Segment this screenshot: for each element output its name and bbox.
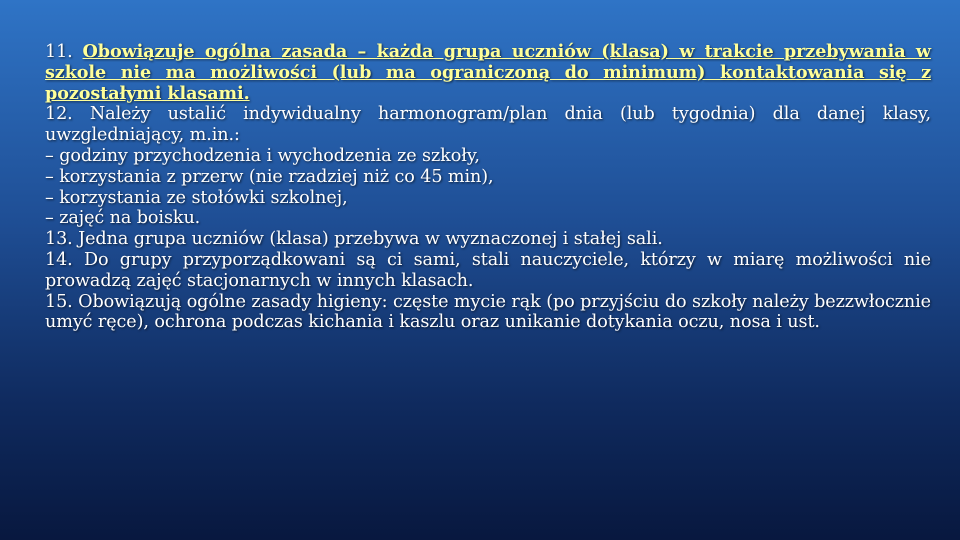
- slide-content: [45, 42, 931, 333]
- item-11-highlighted-text: Obowiązuje ogólna zasada – każda grupa uczniów (klasa) w trakcie przebywania w szkole nie ma możliwości (lub ma ograniczoną do minimum) kontaktowania się z pozostałymi klasami.: [45, 41, 931, 104]
- item-11-number: 11.: [45, 42, 83, 62]
- item-12: 12. Należy ustalić indywidualny harmonogram/plan dnia (lub tygodnia) dla danej klasy, uwzgledniający, m.in.:: [45, 104, 931, 146]
- bullet-item: – godziny przychodzenia i wychodzenia ze szkoły,: [45, 145, 480, 166]
- bullet-item: – korzystania ze stołówki szkolnej,: [45, 187, 348, 208]
- bullet-item: – zajęć na boisku.: [45, 208, 201, 229]
- item-13: 13. Jedna grupa uczniów (klasa) przebywa w wyznaczonej i stałej sali.: [45, 229, 663, 250]
- bullet-item: – korzystania z przerw (nie rzadziej niż co 45 min),: [45, 166, 494, 187]
- item-11: [45, 42, 931, 104]
- item-14: 14. Do grupy przyporządkowani są ci sami, stali nauczyciele, którzy w miarę możliwości nie prowadzą zajęć stacjonarnych w innych klasach.: [45, 249, 931, 291]
- item-15: 15. Obowiązują ogólne zasady higieny: częste mycie rąk (po przyjściu do szkoły należy bezzwłocznie umyć ręce), ochrona podczas kichania i kaszlu oraz unikanie dotykania oczu, nosa i ust.: [45, 291, 931, 333]
